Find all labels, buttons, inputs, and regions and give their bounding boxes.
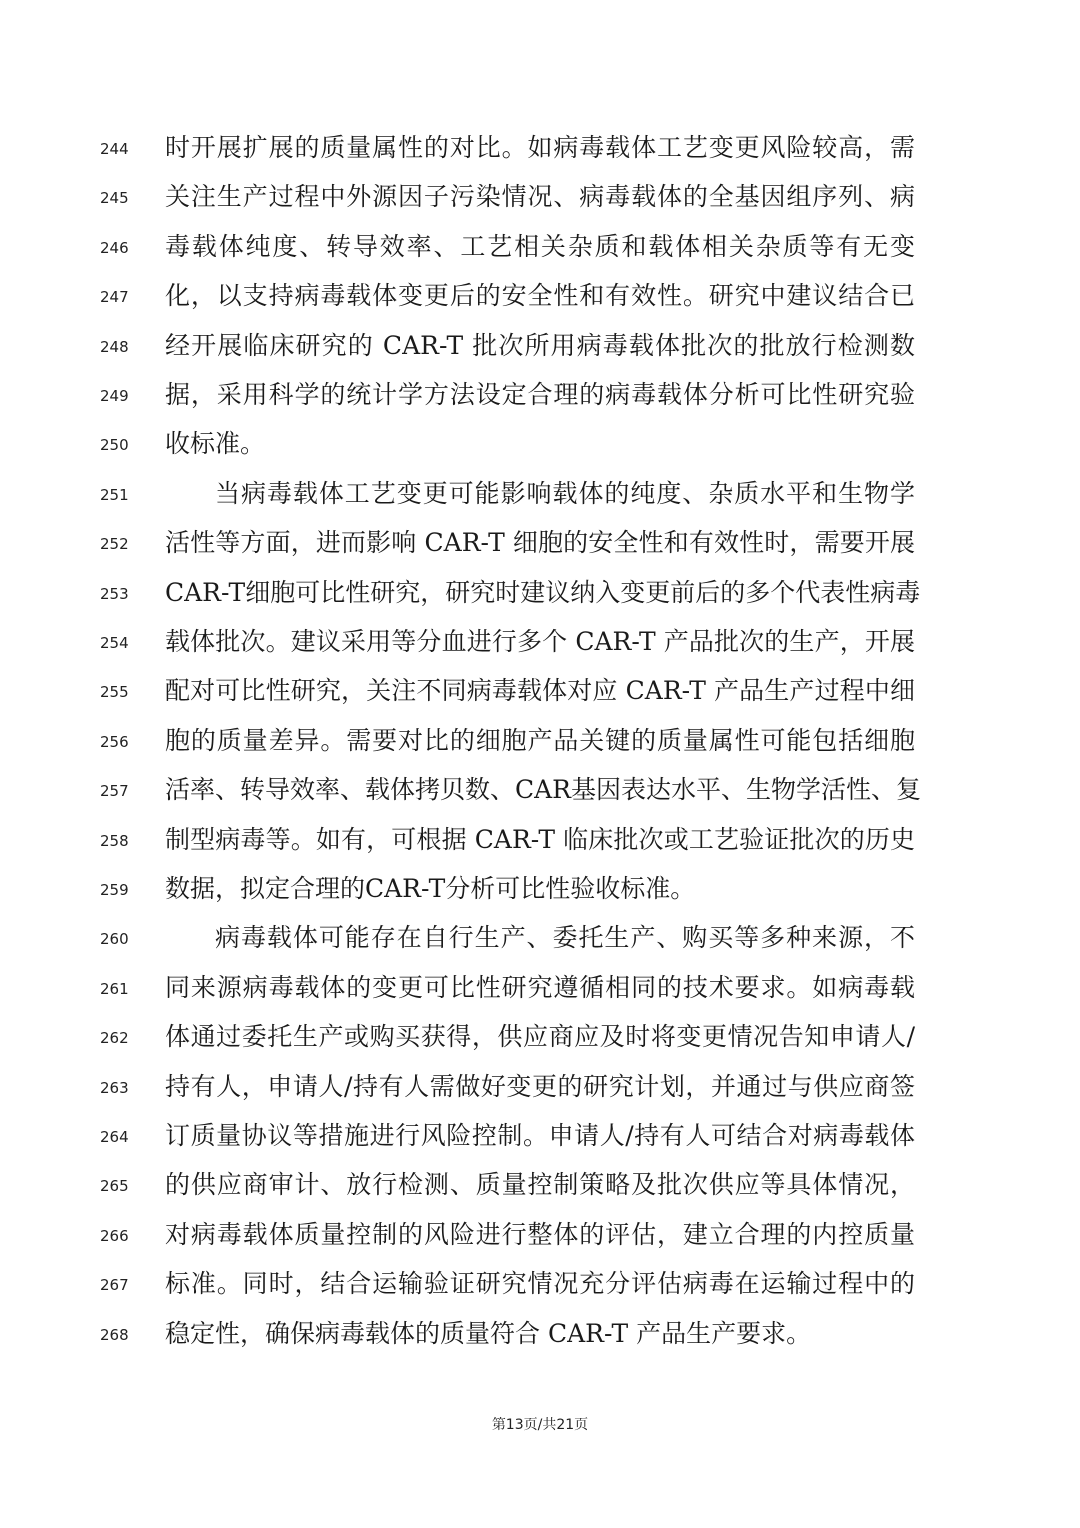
line-text: 经开展临床研究的 CAR-T 批次所用病毒载体批次的批放行检测数 <box>165 330 915 360</box>
text-line <box>0 573 1080 623</box>
line-number: 255 <box>100 683 129 702</box>
line-text: 关注生产过程中外源因子污染情况、病毒载体的全基因组序列、病 <box>165 182 915 212</box>
line-text: 据，采用科学的统计学方法设定合理的病毒载体分析可比性研究验 <box>165 380 915 409</box>
text-line <box>0 820 1080 870</box>
text-line <box>0 1165 1080 1215</box>
line-text: 病毒载体可能存在自行生产、委托生产、购买等多种来源，不 <box>215 923 915 953</box>
line-text: 的供应商审计、放行检测、质量控制策略及批次供应等具体情况， <box>165 1170 915 1200</box>
text-line <box>0 326 1080 376</box>
text-line <box>0 276 1080 326</box>
line-number: 265 <box>100 1177 129 1196</box>
line-text: 毒载体纯度、转导效率、工艺相关杂质和载体相关杂质等有无变 <box>165 231 915 261</box>
text-line <box>0 1314 1080 1364</box>
line-number: 253 <box>100 584 129 603</box>
line-number: 263 <box>100 1078 129 1097</box>
text-line <box>0 128 1080 178</box>
text-line <box>0 968 1080 1018</box>
line-text: 胞的质量差异。需要对比的细胞产品关键的质量属性可能包括细胞 <box>165 725 915 755</box>
line-number: 245 <box>100 189 129 208</box>
line-number: 256 <box>100 732 129 751</box>
text-line <box>0 721 1080 771</box>
text-line <box>0 177 1080 227</box>
text-line <box>0 523 1080 573</box>
line-number: 251 <box>100 485 129 504</box>
line-number: 260 <box>100 930 129 949</box>
line-number: 249 <box>100 387 129 405</box>
line-text: 活率、转导效率、载体拷贝数、CAR基因表达水平、生物学活性、复 <box>165 775 922 805</box>
line-text: 当病毒载体工艺变更可能影响载体的纯度、杂质水平和生物学 <box>215 478 915 508</box>
text-line <box>0 770 1080 820</box>
text-line <box>0 227 1080 277</box>
text-line <box>0 622 1080 672</box>
line-text: 收标准。 <box>165 429 266 459</box>
line-text: 化，以支持病毒载体变更后的安全性和有效性。研究中建议结合已 <box>165 281 915 311</box>
page-footer: 第13页/共21页 <box>491 1417 589 1433</box>
line-text: 持有人，申请人/持有人需做好变更的研究计划，并通过与供应商签 <box>165 1071 915 1101</box>
line-number: 246 <box>100 238 129 257</box>
line-number: 248 <box>100 337 129 356</box>
line-text: 同来源病毒载体的变更可比性研究遵循相同的技术要求。如病毒载 <box>165 972 915 1002</box>
text-line <box>0 918 1080 968</box>
line-text: CAR-T细胞可比性研究，研究时建议纳入变更前后的多个代表性病毒 <box>165 577 921 607</box>
line-number: 267 <box>100 1276 129 1295</box>
line-text: 制型病毒等。如有，可根据 CAR-T 临床批次或工艺验证批次的历史 <box>165 824 915 854</box>
line-text: 时开展扩展的质量属性的对比。如病毒载体工艺变更风险较高，需 <box>165 133 915 162</box>
line-text: 对病毒载体质量控制的风险进行整体的评估，建立合理的内控质量 <box>165 1219 915 1249</box>
text-line <box>0 869 1080 919</box>
text-line <box>0 1215 1080 1265</box>
text-line <box>0 1017 1080 1067</box>
line-text: 体通过委托生产或购买获得，供应商应及时将变更情况告知申请人/ <box>165 1022 915 1052</box>
text-line <box>0 424 1080 474</box>
line-number: 264 <box>100 1128 129 1146</box>
line-number: 247 <box>100 288 129 307</box>
line-number: 266 <box>100 1226 129 1245</box>
text-line <box>0 1116 1080 1166</box>
text-line <box>0 375 1080 425</box>
text-line <box>0 1067 1080 1117</box>
line-number: 250 <box>100 436 129 455</box>
line-number: 257 <box>100 782 129 801</box>
line-text: 配对可比性研究，关注不同病毒载体对应 CAR-T 产品生产过程中细 <box>165 676 915 706</box>
line-number: 244 <box>100 140 129 158</box>
line-text: 标准。同时，结合运输验证研究情况充分评估病毒在运输过程中的 <box>165 1269 915 1299</box>
line-text: 载体批次。建议采用等分血进行多个 CAR-T 产品批次的生产，开展 <box>165 627 915 656</box>
text-line <box>0 474 1080 524</box>
line-text: 订质量协议等措施进行风险控制。申请人/持有人可结合对病毒载体 <box>165 1121 915 1150</box>
line-text: 数据，拟定合理的CAR-T分析可比性验收标准。 <box>165 874 696 903</box>
line-number: 252 <box>100 535 129 554</box>
line-number: 259 <box>100 881 129 899</box>
text-line <box>0 1264 1080 1314</box>
line-number: 254 <box>100 634 129 652</box>
line-text: 活性等方面，进而影响 CAR-T 细胞的安全性和有效性时，需要开展 <box>165 528 915 558</box>
text-line <box>0 671 1080 721</box>
line-number: 258 <box>100 831 129 850</box>
line-number: 261 <box>100 979 129 998</box>
line-text: 稳定性，确保病毒载体的质量符合 CAR-T 产品生产要求。 <box>165 1318 812 1348</box>
line-number: 268 <box>100 1325 129 1344</box>
line-number: 262 <box>100 1029 129 1048</box>
